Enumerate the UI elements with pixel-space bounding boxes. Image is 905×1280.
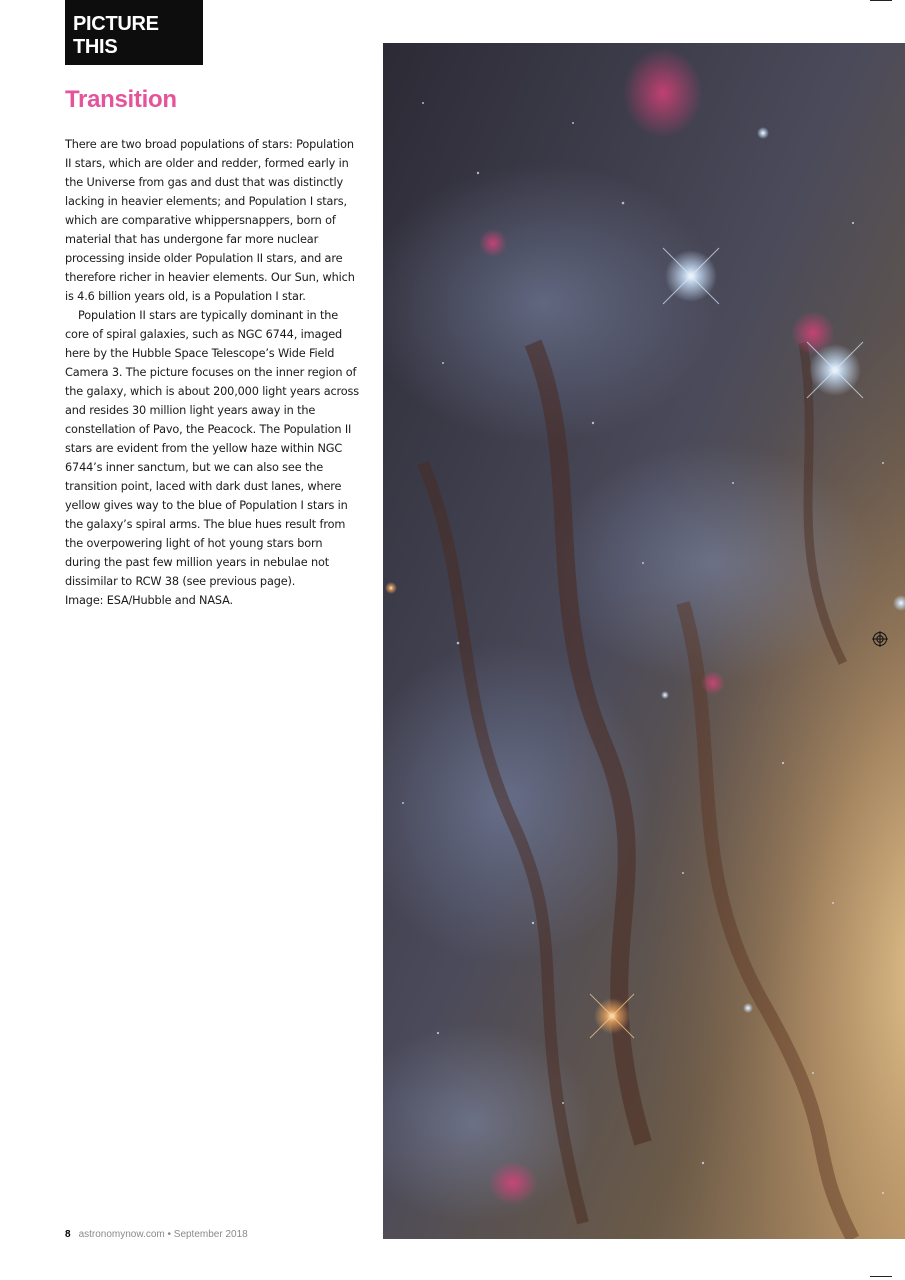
image-credit: Image: ESA/Hubble and NASA. (65, 594, 233, 607)
crop-mark-top (870, 0, 892, 1)
paragraph-2: Population II stars are typically dominant in the core of spiral galaxies, such as NGC 6744, imaged here by the Hubble Space Telescope’s Wide Field Camera 3. The picture focuses on the inner region of the galaxy, which is about 200,000 light years across and resides 30 million light years away in the constellation of Pavo, the Peacock. The Population II stars are evident from the yellow haze within NGC 6744’s inner sanctum, but we can also see the transition point, laced with dark dust lanes, where yellow gives way to the blue of Population I stars in the galaxy’s spiral arms. The blue hues result from the overpowering light of hot young stars born during the past few million years in nebulae not dissimilar to RCW 38 (see previous page). (65, 309, 360, 588)
publication-info: astronomynow.com • September 2018 (78, 1229, 248, 1240)
page-number: 8 (65, 1229, 71, 1240)
article-title: Transition (65, 86, 177, 113)
section-tag (65, 0, 203, 65)
crop-mark-bottom (870, 1276, 892, 1277)
galaxy-illustration (383, 43, 905, 1239)
page-footer (65, 1229, 248, 1240)
registration-target-icon (872, 631, 888, 647)
paragraph-1: There are two broad populations of stars: Population II stars, which are older and redder, formed early in the Universe from gas and dust that was distinctly lacking in heavier elements; and Population I stars, which are comparative whippersnappers, born of material that has undergone far more nuclear processing inside older Population II stars, and are therefore richer in heavier elements. Our Sun, which is 4.6 billion years old, is a Population I star. (65, 138, 355, 303)
section-label: PICTURE THIS (73, 13, 159, 58)
article-body (65, 135, 360, 610)
galaxy-photo (383, 43, 905, 1239)
